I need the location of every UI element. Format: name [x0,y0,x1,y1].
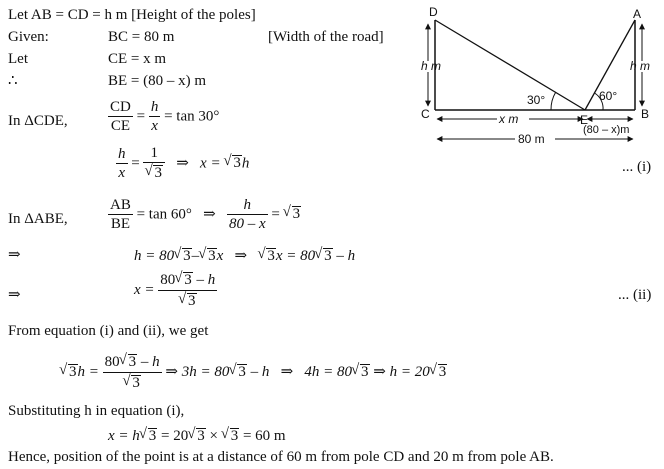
sqrt-3: 3 [128,354,137,370]
sqrt-3: 3 [183,248,191,264]
minus-h: – h [196,272,216,288]
label-angle-30: 30° [527,93,546,107]
frac-ce: CE [110,118,130,134]
label-e: E [580,113,589,127]
from-equation-line: From equation (i) and (ii), we get [8,323,209,339]
angle-30-arc [551,92,556,110]
minus-h: – h [140,354,160,370]
eq-h-expansion [134,248,355,265]
frac-h: h [118,145,126,162]
sqrt-3: 3 [438,364,447,381]
sqrt-3: 3 [69,364,77,381]
eq-cde-tan30 [108,100,219,134]
label-hm-left: h m [421,59,442,73]
sqrt-3: 3 [208,248,216,264]
label-a: A [633,7,642,21]
equals-60m: = 60 m [242,428,286,444]
implies-arrow: ⇒ [234,248,248,264]
4h-equals: 4h = 80 [304,364,353,381]
sqrt-3: 3 [154,165,162,181]
sqrt-3: 3 [197,428,205,444]
equation-tag-ii: ... (ii) [618,287,652,303]
given-bc: BC = 80 m [108,29,175,45]
implies-3h: ⇒ 3h = 80 [165,364,230,381]
x-var: x [216,248,224,264]
num-80: 80 [160,272,176,288]
frac-h: h [150,99,159,115]
tan30-text: = tan 30° [164,108,220,125]
tan60-text: = tan 60° [136,206,192,223]
label-d: D [429,6,438,19]
conclusion-line: Hence, position of the point is at a distance of 60 m from pole CD and 20 m from pole AB. [8,449,554,465]
sqrt-3: 3 [267,248,275,264]
equals: = [131,155,140,172]
given-label: Given: [8,29,49,45]
implies-arrow: ⇒ [8,287,21,303]
label-xm: x m [499,112,519,126]
sqrt-3: 3 [230,428,239,444]
h-result: ⇒ h = 20 [373,364,430,381]
times: × [209,428,218,444]
label-b: B [641,107,650,121]
implies-arrow: ⇒ [8,247,21,263]
frac-one: 1 [143,146,165,163]
sqrt-3: 3 [148,428,157,444]
implies-arrow: ⇒ [203,206,216,223]
sqrt-3: 3 [188,292,196,309]
sqrt-3: 3 [361,364,369,381]
label-angle-60: 60° [599,89,618,103]
be-expression: BE = (80 – x) m [108,73,207,89]
substituting-line: Substituting h in equation (i), [8,403,185,419]
eq-abe-tan60 [108,198,301,232]
frac-x: x [151,118,158,134]
x-equals-80: x = 80 [275,248,316,264]
in-triangle-abe: In ΔABE, [8,211,68,227]
eq-h-over-x [116,146,249,182]
num-80: 80 [104,354,120,370]
label-80m: 80 m [518,132,545,146]
implies-arrow: ⇒ [280,364,294,381]
sqrt-3: 3 [132,374,140,391]
minus: – [191,248,200,264]
sqrt-3: 3 [324,248,332,264]
equals: = [136,108,146,125]
frac-x: x [118,164,126,181]
minus-h: – h [336,248,356,264]
frac-cd: CD [110,99,131,115]
x-equals-h: x = h [108,428,140,444]
in-triangle-cde: In ΔCDE, [8,113,68,129]
eq-x-result [108,428,286,445]
let-label: Let [8,51,28,67]
x-equals: x = [134,282,155,299]
eq-solve-h [60,354,447,392]
sqrt-3: 3 [184,272,192,288]
h-equals-80: h = 80 [134,248,175,264]
label-hm-right: h m [630,59,651,73]
frac-ab: AB [110,197,131,213]
x-equals: x = [200,155,221,172]
label-c: C [421,107,430,121]
frac-h: h [227,198,268,215]
sqrt-3: 3 [233,155,241,172]
equals: = [271,206,280,223]
sqrt-3: 3 [238,364,246,381]
poles-diagram [415,6,660,174]
line-let-ab-cd: Let AB = CD = h m [Height of the poles] [8,7,256,23]
equation-tag-i: ... (i) [622,159,652,175]
minus-h: – h [250,364,270,381]
line-de [435,20,585,110]
h-equals: h = [77,364,99,381]
therefore-symbol: ∴ [8,73,18,89]
sqrt-3: 3 [292,206,301,223]
eq-x-fraction [134,272,217,310]
label-80-minus-x: (80 – x)m [583,124,630,136]
let-ce: CE = x m [108,51,167,67]
h-var: h [241,155,250,172]
implies-arrow: ⇒ [176,155,189,172]
width-of-road: [Width of the road] [268,29,384,45]
frac-be: BE [110,216,130,232]
equals-20: = 20 [161,428,189,444]
frac-80-minus-x: 80 – x [228,216,266,232]
